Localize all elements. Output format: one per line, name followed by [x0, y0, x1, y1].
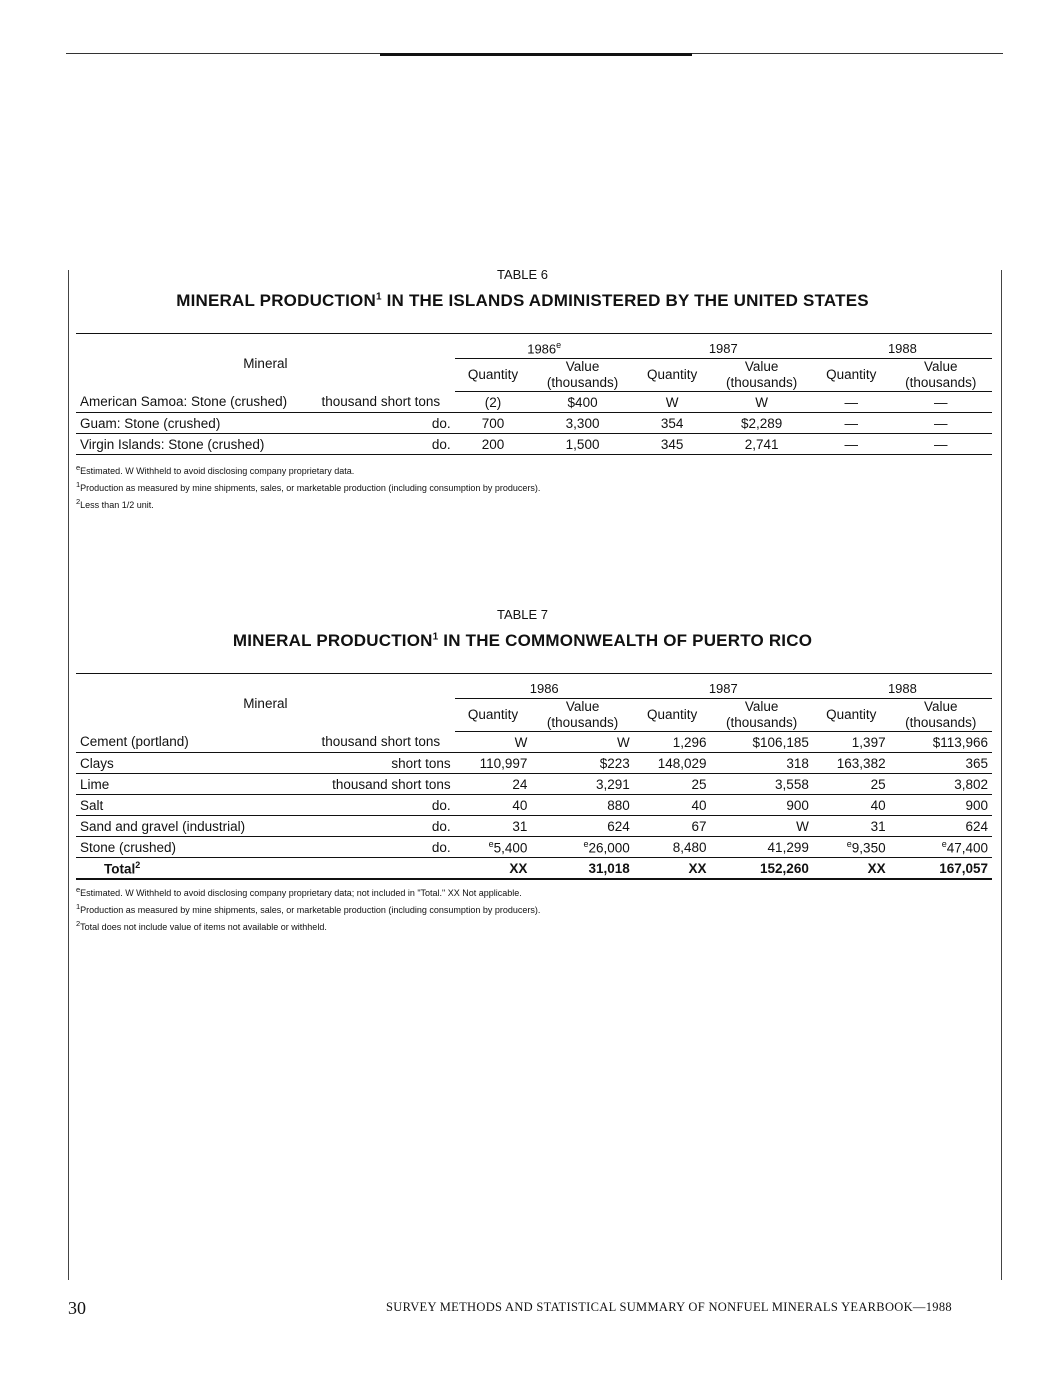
row-name: Virgin Islands: Stone (crushed) — [76, 434, 318, 455]
row-unit: short tons — [318, 753, 455, 774]
table6-mineral-header: Mineral — [76, 334, 455, 392]
cell-q87: W — [634, 392, 711, 413]
cell-q86: 700 — [455, 413, 532, 434]
cell-v87: $2,289 — [710, 413, 812, 434]
cell-v86: $400 — [531, 392, 633, 413]
cell-v86: W — [531, 732, 633, 753]
cell-v87: 3,558 — [711, 774, 813, 795]
table7-quantity-header: Quantity — [455, 699, 532, 732]
table6-value-header: Value (thousands) — [531, 359, 633, 392]
table7-footnotes — [76, 883, 540, 934]
row-name: Cement (portland) — [76, 732, 318, 753]
cell-q86: 110,997 — [455, 753, 532, 774]
row-unit: thousand short tons — [318, 392, 455, 413]
cell-q88: — — [813, 413, 890, 434]
cell-v88: 900 — [890, 795, 992, 816]
cell-v88: 3,802 — [890, 774, 992, 795]
cell-q88: 163,382 — [813, 753, 890, 774]
cell-v86: 3,291 — [531, 774, 633, 795]
total-q87: XX — [634, 858, 711, 880]
table6-year-1986: 1986e — [455, 334, 634, 359]
table-row — [76, 392, 992, 413]
cell-v86: $^e$26,000 — [531, 837, 633, 858]
table6-caption: TABLE 6 — [496, 267, 549, 282]
row-name: Sand and gravel (industrial) — [76, 816, 318, 837]
table-row — [76, 753, 992, 774]
table7-quantity-header: Quantity — [813, 699, 890, 732]
table7-title: MINERAL PRODUCTION$^1$ IN THE COMMONWEALTH OF PUERTO RICO — [232, 631, 813, 650]
footnote: $^1$Production as measured by mine shipments, sales, or marketable production (including consumption by producers). — [76, 902, 541, 915]
page-number: 30 — [68, 1298, 86, 1318]
cell-v87: 2,741 — [710, 434, 812, 455]
footnote: $^2$Total does not include value of items not available or withheld. — [76, 919, 327, 932]
table7-value-header: Value (thousands) — [890, 699, 992, 732]
cell-q88: 25 — [813, 774, 890, 795]
table7-value-header: Value (thousands) — [711, 699, 813, 732]
cell-q86: $^e$5,400 — [455, 837, 532, 858]
table6-value-header: Value (thousands) — [710, 359, 812, 392]
cell-v88: $^e$47,400 — [890, 837, 992, 858]
table-row — [76, 732, 992, 753]
cell-q87: 67 — [634, 816, 711, 837]
cell-q86: (2) — [455, 392, 532, 413]
table7 — [76, 673, 992, 880]
row-name: Stone (crushed) — [76, 837, 318, 858]
table7-quantity-header: Quantity — [634, 699, 711, 732]
row-unit: thousand short tons — [318, 732, 455, 753]
row-name: American Samoa: Stone (crushed) — [76, 392, 318, 413]
table7-mineral-header: Mineral — [76, 674, 455, 732]
cell-v88: 624 — [890, 816, 992, 837]
table7-year-1986: 1986 — [455, 674, 634, 699]
right-margin-rule — [1001, 270, 1002, 1280]
cell-q88: 31 — [813, 816, 890, 837]
row-name: Salt — [76, 795, 318, 816]
table-row — [76, 816, 992, 837]
cell-q87: 25 — [634, 774, 711, 795]
row-name: Guam: Stone (crushed) — [76, 413, 318, 434]
cell-q86: 31 — [455, 816, 532, 837]
row-unit: do. — [318, 816, 455, 837]
table6-year-1988: 1988 — [813, 334, 992, 359]
cell-v87: $106,185 — [711, 732, 813, 753]
row-unit: do. — [318, 837, 455, 858]
cell-v88: — — [890, 434, 992, 455]
cell-v88: $113,966 — [890, 732, 992, 753]
table-row — [76, 434, 992, 455]
total-label: Total$^2$ — [76, 858, 318, 880]
cell-v87: W — [710, 392, 812, 413]
cell-q87: 345 — [634, 434, 711, 455]
table-row — [76, 837, 992, 858]
cell-v86: 1,500 — [531, 434, 633, 455]
running-title: SURVEY METHODS AND STATISTICAL SUMMARY OF NONFUEL MINERALS YEARBOOK—1988 — [386, 1300, 952, 1314]
top-rule-accent — [380, 53, 692, 56]
table7-caption: TABLE 7 — [496, 607, 549, 622]
row-unit: thousand short tons — [318, 774, 455, 795]
table6-year-1987: 1987 — [634, 334, 813, 359]
table-row — [76, 413, 992, 434]
cell-q86: 200 — [455, 434, 532, 455]
left-margin-rule — [68, 270, 69, 1280]
cell-v87: W — [711, 816, 813, 837]
cell-v88: — — [890, 392, 992, 413]
table7-year-1988: 1988 — [813, 674, 992, 699]
table7-value-header: Value (thousands) — [531, 699, 633, 732]
row-unit: do. — [318, 413, 455, 434]
table6-quantity-header: Quantity — [455, 359, 532, 392]
table-row — [76, 795, 992, 816]
cell-v86: 880 — [531, 795, 633, 816]
table7-year-1987: 1987 — [634, 674, 813, 699]
footnote: $^2$Less than 1/2 unit. — [76, 497, 154, 510]
footnote: $^1$Production as measured by mine shipments, sales, or marketable production (including consumption by producers). — [76, 480, 541, 493]
cell-v86: 624 — [531, 816, 633, 837]
table6-title: MINERAL PRODUCTION$^1$ IN THE ISLANDS ADMINISTERED BY THE UNITED STATES — [176, 291, 869, 310]
cell-v87: 318 — [711, 753, 813, 774]
row-name: Clays — [76, 753, 318, 774]
cell-q88: 1,397 — [813, 732, 890, 753]
cell-q88: $^e$9,350 — [813, 837, 890, 858]
cell-q87: 1,296 — [634, 732, 711, 753]
cell-v88: — — [890, 413, 992, 434]
cell-v88: 365 — [890, 753, 992, 774]
table6-value-header: Value (thousands) — [890, 359, 992, 392]
cell-q86: 40 — [455, 795, 532, 816]
total-v88: 167,057 — [890, 858, 992, 880]
cell-q88: — — [813, 392, 890, 413]
table6 — [76, 333, 992, 455]
row-name: Lime — [76, 774, 318, 795]
cell-q86: 24 — [455, 774, 532, 795]
cell-q87: 8,480 — [634, 837, 711, 858]
cell-v87: 900 — [711, 795, 813, 816]
table-row — [76, 774, 992, 795]
total-v86: 31,018 — [531, 858, 633, 880]
cell-v87: 41,299 — [711, 837, 813, 858]
total-row — [76, 858, 992, 880]
cell-q88: — — [813, 434, 890, 455]
cell-q87: 354 — [634, 413, 711, 434]
total-v87: 152,260 — [711, 858, 813, 880]
total-q86: XX — [455, 858, 532, 880]
cell-q87: 40 — [634, 795, 711, 816]
cell-q87: 148,029 — [634, 753, 711, 774]
table6-quantity-header: Quantity — [634, 359, 711, 392]
cell-q86: W — [455, 732, 532, 753]
row-unit: do. — [318, 434, 455, 455]
cell-v86: $223 — [531, 753, 633, 774]
table6-footnotes — [76, 461, 540, 512]
table6-quantity-header: Quantity — [813, 359, 890, 392]
footnote: $^e$Estimated. W Withheld to avoid disclosing company proprietary data; not included in "Total." XX Not applicable. — [76, 885, 522, 898]
total-q88: XX — [813, 858, 890, 880]
row-unit: do. — [318, 795, 455, 816]
footnote: $^e$Estimated. W Withheld to avoid disclosing company proprietary data. — [76, 463, 355, 476]
cell-v86: 3,300 — [531, 413, 633, 434]
cell-q88: 40 — [813, 795, 890, 816]
